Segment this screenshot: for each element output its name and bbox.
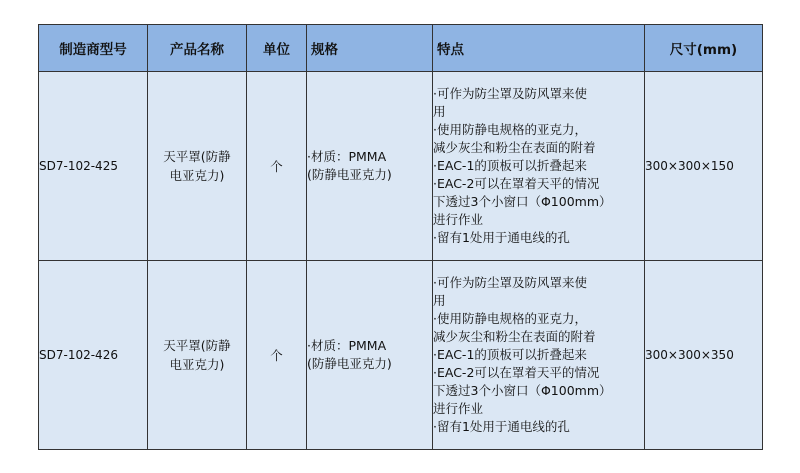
table-header-row [39,25,763,72]
cell-size: 300×300×150 [645,72,763,261]
header-model: 制造商型号 [39,25,148,72]
spec-line: (防静电亚克力) [307,167,392,182]
cell-features [433,72,645,261]
cell-model: SD7-102-426 [39,261,148,450]
spec-line: (防静电亚克力) [307,356,392,371]
feature-line: 用 [433,104,446,119]
feature-line: ·可作为防尘罩及防风罩来使 [433,275,587,290]
product-name-line: 天平罩(防静 [163,149,231,164]
spec-line: ·材质：PMMA [307,149,387,164]
header-unit: 单位 [247,25,307,72]
header-product-name: 产品名称 [148,25,247,72]
feature-line: ·使用防静电规格的亚克力， [433,122,587,137]
cell-features [433,261,645,450]
product-name-line: 电亚克力) [169,168,225,183]
feature-line: 进行作业 [433,212,484,227]
header-size: 尺寸(mm) [645,25,763,72]
feature-line: ·EAC-1的顶板可以折叠起来 [433,347,587,362]
feature-line: 减少灰尘和粉尘在表面的附着 [433,140,596,155]
header-spec: 规格 [307,25,433,72]
feature-line: 进行作业 [433,401,484,416]
cell-unit: 个 [247,261,307,450]
cell-product-name [148,261,247,450]
product-name-line: 电亚克力) [169,357,225,372]
product-name-line: 天平罩(防静 [163,338,231,353]
feature-line: ·EAC-2可以在罩着天平的情况 [433,365,600,380]
cell-spec [307,261,433,450]
product-table-container [38,24,762,450]
table-row [39,261,763,450]
spec-line: ·材质：PMMA [307,338,387,353]
table-row [39,72,763,261]
feature-line: 下透过3个小窗口（Φ100mm） [433,194,612,209]
feature-line: ·EAC-1的顶板可以折叠起来 [433,158,587,173]
feature-line: 下透过3个小窗口（Φ100mm） [433,383,612,398]
cell-size: 300×300×350 [645,261,763,450]
feature-line: ·EAC-2可以在罩着天平的情况 [433,176,600,191]
cell-model: SD7-102-425 [39,72,148,261]
feature-line: 减少灰尘和粉尘在表面的附着 [433,329,596,344]
feature-line: ·使用防静电规格的亚克力， [433,311,587,326]
cell-product-name [148,72,247,261]
cell-spec [307,72,433,261]
header-features: 特点 [433,25,645,72]
product-spec-table [38,24,763,450]
feature-line: ·留有1处用于通电线的孔 [433,419,570,434]
feature-line: ·可作为防尘罩及防风罩来使 [433,86,587,101]
feature-line: 用 [433,293,446,308]
feature-line: ·留有1处用于通电线的孔 [433,230,570,245]
cell-unit: 个 [247,72,307,261]
